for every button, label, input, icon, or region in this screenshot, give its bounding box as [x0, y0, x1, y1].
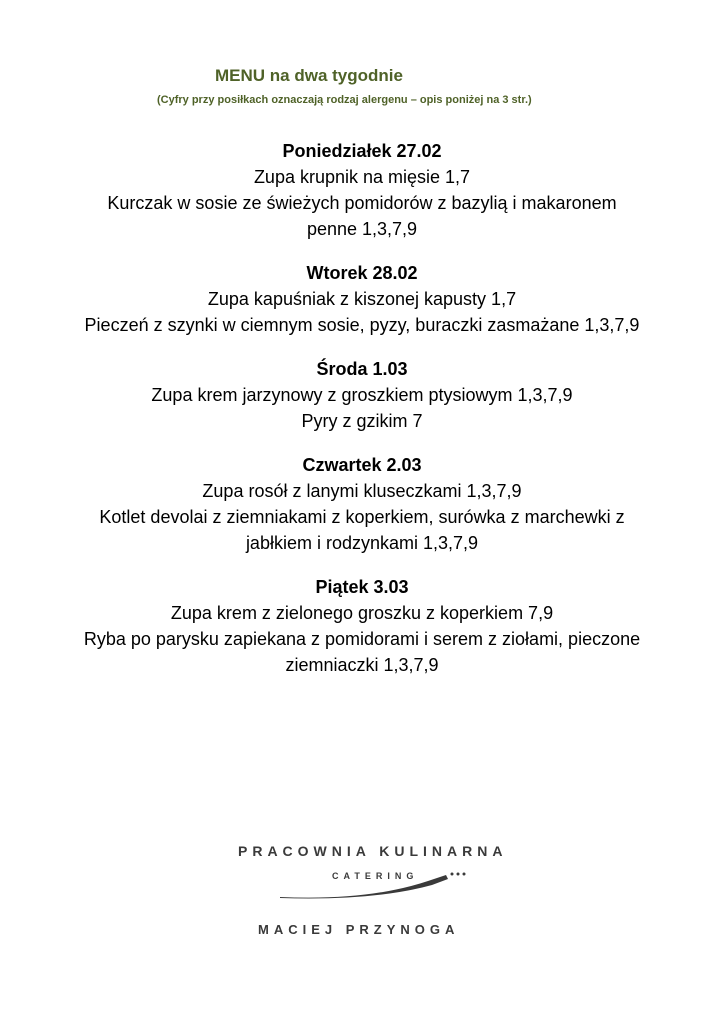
day-tuesday [0, 260, 724, 338]
menu-days [0, 138, 724, 696]
main-dish-item: Pieczeń z szynki w ciemnym sosie, pyzy, buraczki zasmażane 1,3,7,9 [84, 315, 640, 335]
allergen-note: (Cyfry przy posiłkach oznaczają rodzaj alergenu – opis poniżej na 3 str.) [157, 94, 532, 106]
day-heading: Czwartek 2.03 [302, 455, 422, 475]
page-title: MENU na dwa tygodnie [215, 66, 403, 85]
soup-item: Zupa rosół z lanymi kluseczkami 1,3,7,9 [202, 481, 522, 501]
main-dish-item: Ryba po parysku zapiekana z pomidorami i serem z ziołami, pieczone ziemniaczki 1,3,7,9 [83, 629, 641, 675]
logo-owner-name: MACIEJ PRZYNOGA [258, 922, 460, 937]
main-dish-item: Pyry z gzikim 7 [301, 411, 423, 431]
logo-company-name: PRACOWNIA KULINARNA [238, 843, 508, 859]
day-friday [0, 574, 724, 678]
day-heading: Wtorek 28.02 [306, 263, 418, 283]
main-dish-item: Kurczak w sosie ze świeżych pomidorów z bazylią i makaronem penne 1,3,7,9 [107, 193, 617, 239]
day-heading: Piątek 3.03 [315, 577, 409, 597]
soup-item: Zupa krem z zielonego groszku z koperkiem 7,9 [170, 603, 554, 623]
main-dish-item: Kotlet devolai z ziemniakami z koperkiem, surówka z marchewki z jabłkiem i rodzynkami 1,3,7,9 [99, 507, 625, 553]
day-wednesday [0, 356, 724, 434]
catering-logo [0, 843, 724, 943]
day-monday [0, 138, 724, 242]
day-heading: Poniedziałek 27.02 [282, 141, 442, 161]
day-heading: Środa 1.03 [316, 359, 408, 379]
soup-item: Zupa krem jarzynowy z groszkiem ptysiowym 1,3,7,9 [151, 385, 573, 405]
soup-item: Zupa kapuśniak z kiszonej kapusty 1,7 [207, 289, 517, 309]
soup-item: Zupa krupnik na mięsie 1,7 [253, 167, 471, 187]
logo-catering: CATERING [332, 871, 419, 881]
day-thursday [0, 452, 724, 556]
